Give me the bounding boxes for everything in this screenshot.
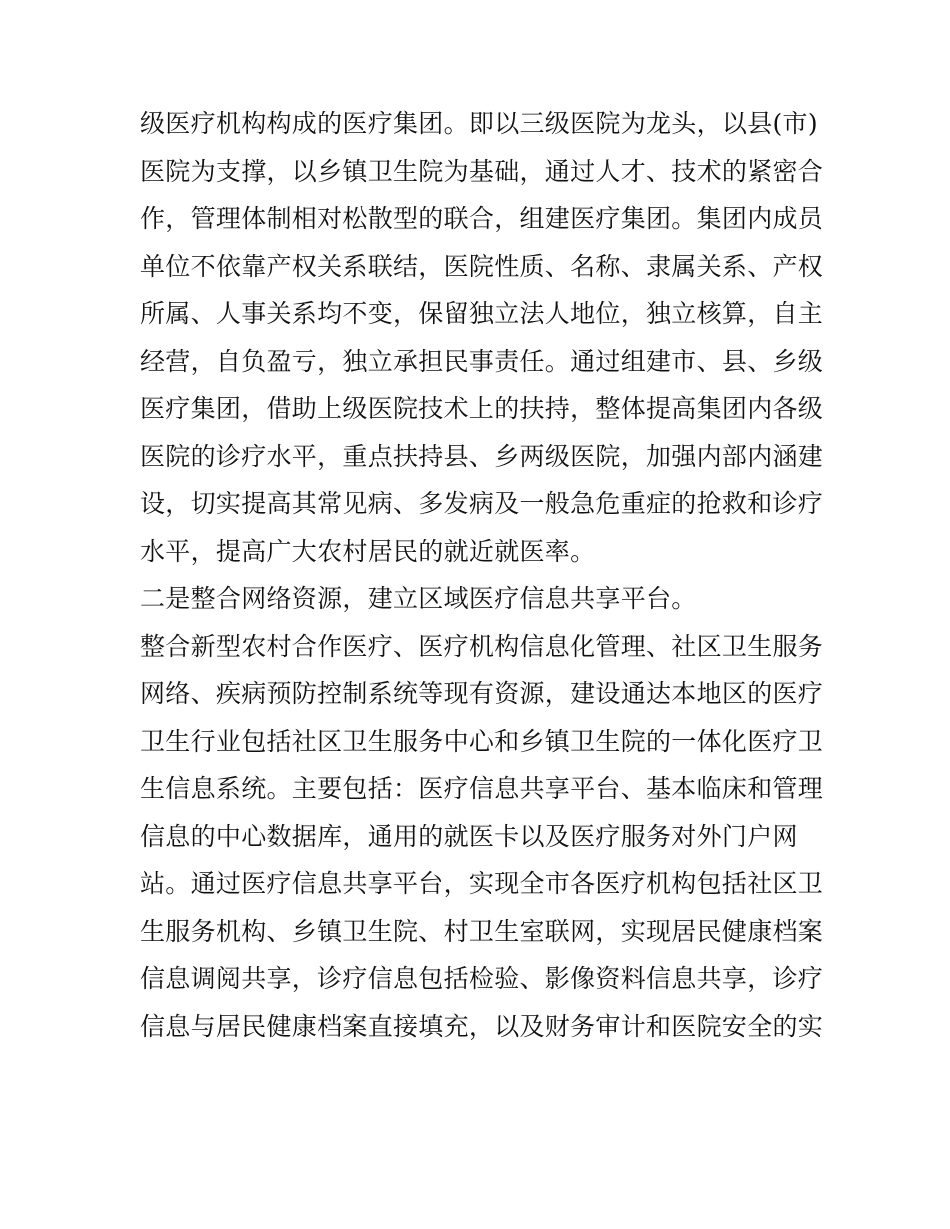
text-line: 水平，提高广大农村居民的就近就医率。	[140, 536, 596, 566]
text-line: 整合新型农村合作医疗、医疗机构信息化管理、社区卫生服务	[140, 631, 824, 661]
text-line: 设，切实提高其常见病、多发病及一般急危重症的抢救和诊疗	[140, 489, 824, 518]
text-line: 生信息系统。主要包括：医疗信息共享平台、基本临床和管理	[140, 774, 824, 803]
text-line: 经营，自负盈亏，独立承担民事责任。通过组建市、县、乡级	[140, 346, 824, 376]
text-line: 信息调阅共享，诊疗信息包括检验、影像资料信息共享，诊疗	[140, 964, 824, 993]
text-line: 级医疗机构构成的医疗集团。即以三级医院为龙头，以县(市)	[140, 109, 818, 138]
text-line: 卫生行业包括社区卫生服务中心和乡镇卫生院的一体化医疗卫	[140, 726, 824, 756]
text-line: 医院的诊疗水平，重点扶持县、乡两级医院，加强内部内涵建	[140, 441, 824, 471]
body-text	[140, 100, 824, 1050]
text-line: 站。通过医疗信息共享平台，实现全市各医疗机构包括社区卫	[140, 869, 824, 898]
text-line: 医疗集团，借助上级医院技术上的扶持，整体提高集团内各级	[140, 394, 824, 423]
text-line: 单位不依靠产权关系联结，医院性质、名称、隶属关系、产权	[140, 251, 824, 281]
text-line: 信息的中心数据库，通用的就医卡以及医疗服务对外门户网	[140, 821, 798, 851]
text-line: 生服务机构、乡镇卫生院、村卫生室联网，实现居民健康档案	[140, 916, 824, 946]
text-line: 医院为支撑，以乡镇卫生院为基础，通过人才、技术的紧密合	[140, 156, 824, 186]
text-line: 作，管理体制相对松散型的联合，组建医疗集团。集团内成员	[140, 204, 824, 233]
text-line: 信息与居民健康档案直接填充，以及财务审计和医院安全的实	[140, 1011, 824, 1041]
section-heading: 二是整合网络资源，建立区域医疗信息共享平台。	[140, 584, 697, 613]
text-line: 网络、疾病预防控制系统等现有资源，建设通达本地区的医疗	[140, 679, 824, 708]
text-line: 所属、人事关系均不变，保留独立法人地位，独立核算，自主	[140, 299, 824, 328]
